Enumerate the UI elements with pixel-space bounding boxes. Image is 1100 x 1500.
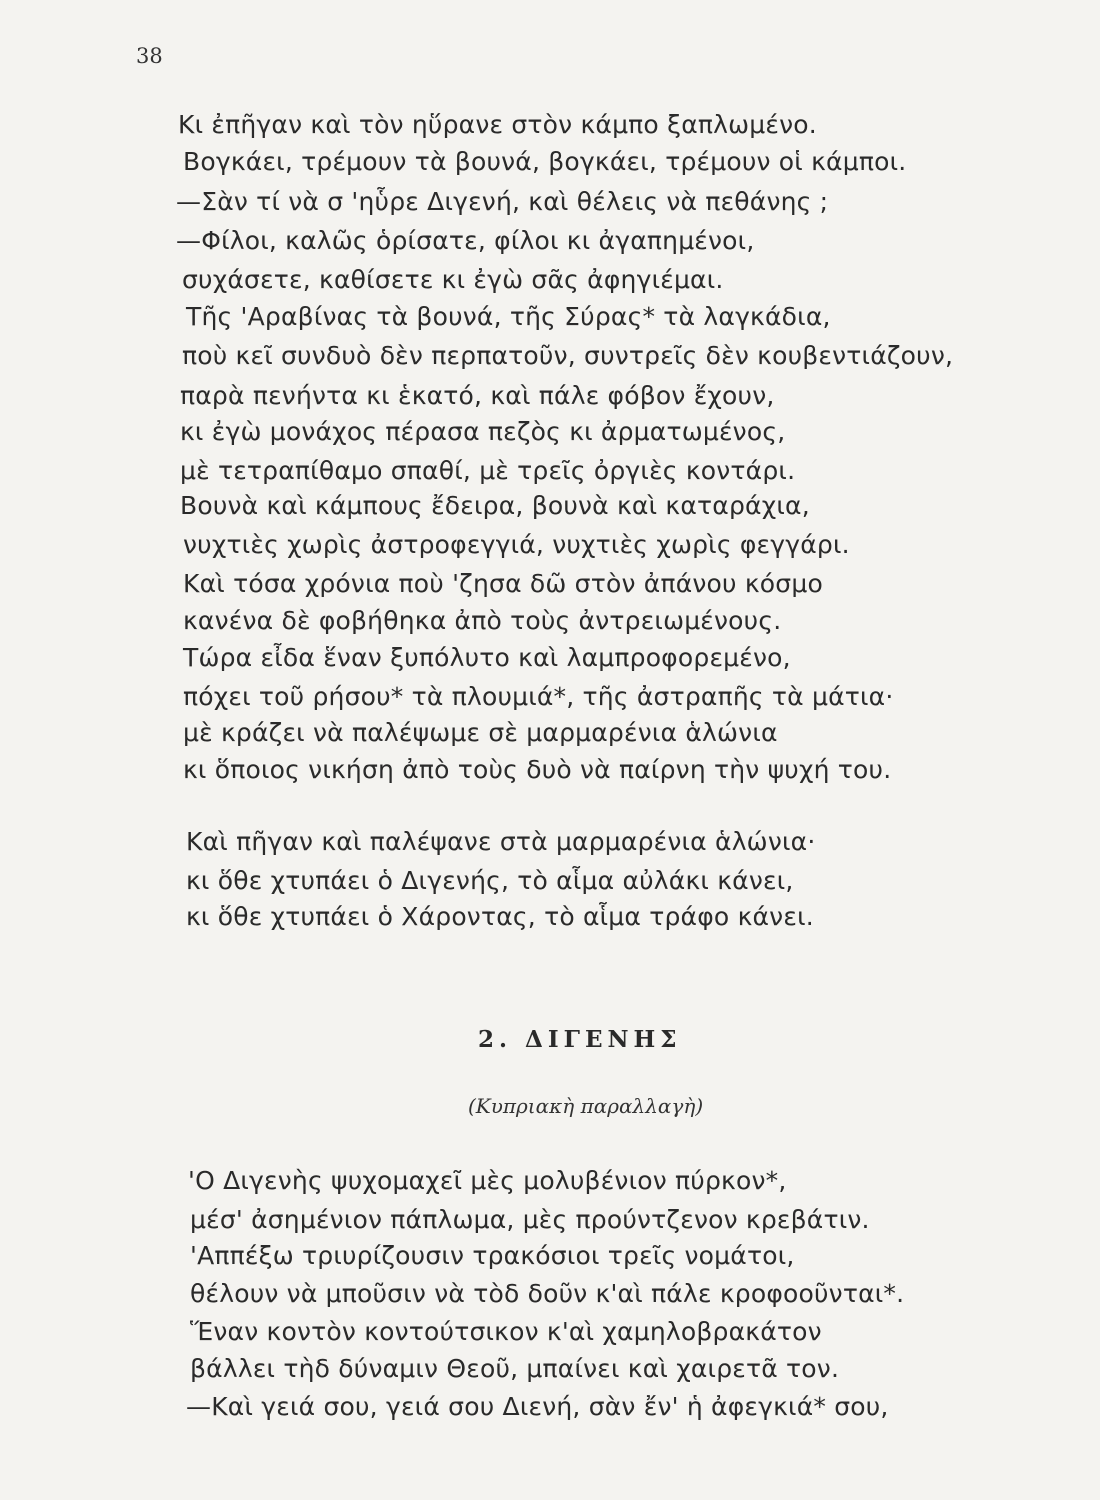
section-heading: 2. ΔΙΓΕΝΗΣ (478, 1026, 682, 1053)
verse-line: ποὺ κεῖ συνδυὸ δὲν περπατοῦν, συντρεῖς δὲν κουβεντιάζουν, (182, 341, 954, 370)
section-subheading: (Κυπριακὴ παραλλαγὴ) (468, 1094, 704, 1118)
verse-line: κι ὅθε χτυπάει ὁ Χάροντας, τὸ αἷμα τράφο κάνει. (186, 902, 814, 931)
verse-line: Βουνὰ καὶ κάμπους ἔδειρα, βουνὰ καὶ καταράχια, (180, 491, 810, 520)
verse-line: παρὰ πενήντα κι ἑκατό, καὶ πάλε φόβον ἔχουν, (180, 381, 775, 410)
verse-line: —Φίλοι, καλῶς ὁρίσατε, φίλοι κι ἀγαπημένοι, (176, 226, 755, 255)
verse-line: κι ὅποιος νικήση ἀπὸ τοὺς δυὸ νὰ παίρνη τὴν ψυχή του. (183, 755, 892, 784)
verse-line: —Σὰν τί νὰ σ 'ηὗρε Διγενή, καὶ θέλεις νὰ πεθάνης ; (176, 187, 829, 216)
verse-line: πόχει τοῦ ρήσου* τὰ πλουμιά*, τῆς ἀστραπῆς τὰ μάτια· (183, 682, 894, 711)
verse-line: Τῆς 'Αραβίνας τὰ βουνά, τῆς Σύρας* τὰ λαγκάδια, (186, 302, 831, 331)
verse-line: μὲ κράζει νὰ παλέψωμε σὲ μαρμαρένια ἁλώνια (183, 718, 778, 747)
verse-line: κανένα δὲ φοβήθηκα ἀπὸ τοὺς ἀντρειωμένους. (183, 606, 782, 635)
verse-line: κι ἐγὼ μονάχος πέρασα πεζὸς κι ἀρματωμένος, (180, 417, 786, 446)
verse-line: θέλουν νὰ μποῦσιν νὰ τὸδ δοῦν κ'αὶ πάλε κροφοοῦνται*. (190, 1279, 905, 1308)
verse-line: Καὶ πῆγαν καὶ παλέψανε στὰ μαρμαρένια ἁλώνια· (186, 827, 816, 856)
verse-line: κι ὅθε χτυπάει ὁ Διγενής, τὸ αἷμα αὐλάκι κάνει, (186, 866, 794, 895)
verse-line: 'Αππέξω τριυρίζουσιν τρακόσιοι τρεῖς νομάτοι, (190, 1241, 795, 1270)
verse-line: συχάσετε, καθίσετε κι ἐγὼ σᾶς ἀφηγιέμαι. (182, 265, 724, 294)
verse-line: μέσ' ἀσημένιον πάπλωμα, μὲς προύντζενον κρεβάτιν. (190, 1205, 870, 1234)
verse-line: —Καὶ γειά σου, γειά σου Διενή, σὰν ἔν' ἡ ἀφεγκιά* σου, (186, 1392, 889, 1421)
verse-line: Βογκάει, τρέμουν τὰ βουνά, βογκάει, τρέμουν οἱ κάμποι. (183, 147, 907, 176)
verse-line: Κι ἐπῆγαν καὶ τὸν ηὕρανε στὸν κάμπο ξαπλωμένο. (178, 110, 817, 139)
verse-line: μὲ τετραπίθαμο σπαθί, μὲ τρεῖς ὀργιὲς κοντάρι. (180, 456, 796, 485)
verse-line: βάλλει τὴδ δύναμιν Θεοῦ, μπαίνει καὶ χαιρετᾶ τον. (190, 1354, 840, 1383)
verse-line: νυχτιὲς χωρὶς ἀστροφεγγιά, νυχτιὲς χωρὶς φεγγάρι. (183, 530, 850, 559)
page-number: 38 (136, 44, 163, 68)
verse-line: Καὶ τόσα χρόνια ποὺ 'ζησα δῶ στὸν ἀπάνου κόσμο (183, 569, 823, 598)
verse-line: Τώρα εἶδα ἕναν ξυπόλυτο καὶ λαμπροφορεμένο, (183, 643, 791, 672)
verse-line: Ἕναν κοντὸν κοντούτσικον κ'αὶ χαμηλοβρακάτον (190, 1317, 822, 1346)
verse-line: 'Ο Διγενὴς ψυχομαχεῖ μὲς μολυβένιον πύρκον*, (188, 1166, 787, 1195)
